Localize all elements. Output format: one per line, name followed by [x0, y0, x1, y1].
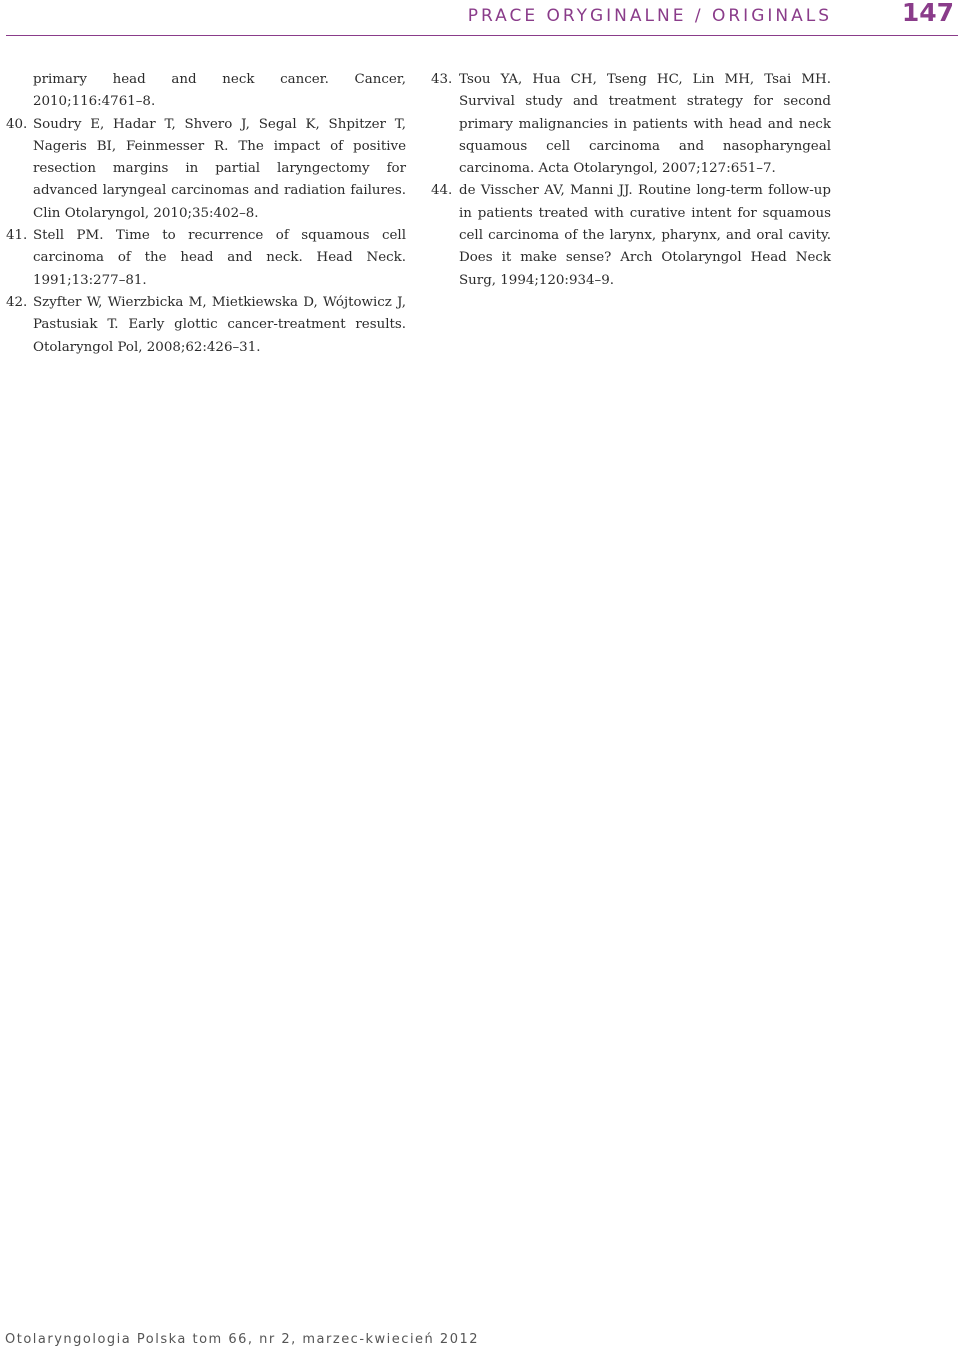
reference-item	[431, 180, 831, 291]
references-column-right	[431, 69, 831, 292]
reference-text: Stell PM. Time to recurrence of squamous cell carcinoma of the head and neck. Head Neck. 1991;13:277–81.	[33, 228, 406, 288]
reference-item	[6, 114, 406, 225]
reference-number: 42.	[6, 294, 28, 310]
reference-text: Soudry E, Hadar T, Shvero J, Segal K, Shpitzer T, Nageris BI, Feinmesser R. The impact of positive resection margins in partial laryngectomy for advanced laryngeal carcinomas and radiation failures. Clin Otolaryngol, 2010;35:402–8.	[33, 116, 406, 221]
reference-item	[6, 292, 406, 359]
page-number: 147	[901, 0, 954, 27]
journal-footer: Otolaryngologia Polska tom 66, nr 2, marzec-kwiecień 2012	[5, 1332, 480, 1347]
header-divider	[6, 35, 958, 36]
reference-item	[6, 225, 406, 292]
reference-item	[431, 69, 831, 180]
reference-number: 43.	[431, 72, 453, 87]
reference-text: primary head and neck cancer. Cancer, 2010;116:4761–8.	[33, 72, 406, 110]
reference-text: de Visscher AV, Manni JJ. Routine long-term follow-up in patients treated with curative intent for squamous cell carcinoma of the larynx, pharynx, and oral cavity. Does it make sense? Arch Otolaryngol Head Neck Surg, 1994;120:934–9.	[459, 183, 831, 288]
reference-text: Szyfter W, Wierzbicka M, Mietkiewska D, Wójtowicz J, Pastusiak T. Early glottic cancer-treatment results. Otolaryngol Pol, 2008;62:426–31.	[33, 294, 406, 355]
references-column-left	[6, 69, 406, 359]
reference-number: 41.	[6, 228, 28, 244]
section-title: PRACE ORYGINALNE / ORIGINALS	[467, 6, 832, 26]
reference-number: 40.	[6, 116, 28, 132]
reference-text: Tsou YA, Hua CH, Tseng HC, Lin MH, Tsai MH. Survival study and treatment strategy for second primary malignancies in patients with head and neck squamous cell carcinoma and nasopharyngeal carcinoma. Acta Otolaryngol, 2007;127:651–7.	[459, 72, 831, 177]
reference-number: 44.	[431, 183, 453, 199]
reference-item	[6, 69, 406, 114]
reference-number	[6, 69, 33, 114]
